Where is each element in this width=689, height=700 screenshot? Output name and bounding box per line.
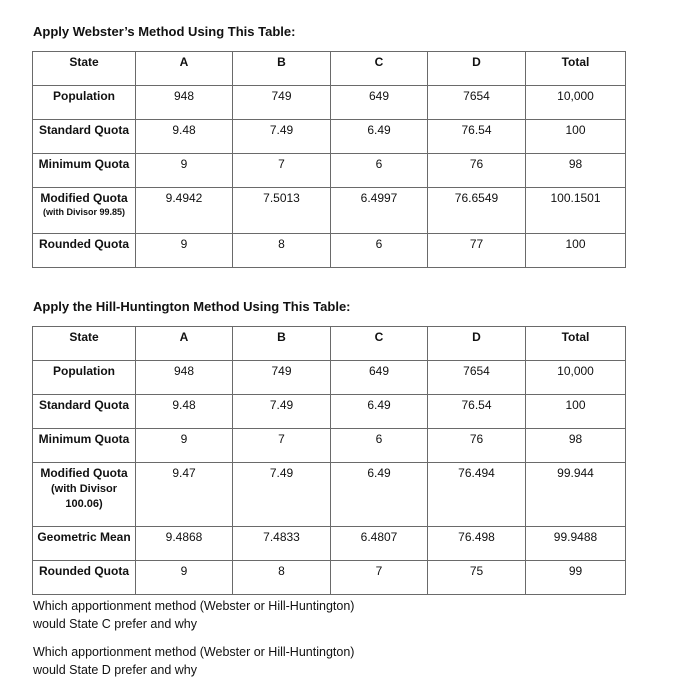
table-row — [33, 188, 626, 234]
row-label-text: Modified Quota — [40, 191, 128, 205]
cell-c: 6 — [331, 154, 428, 188]
header-state: State — [33, 52, 136, 86]
table-row — [33, 395, 626, 429]
cell-c: 649 — [331, 86, 428, 120]
header-a: A — [136, 52, 233, 86]
cell-total: 99.9488 — [526, 527, 626, 561]
table-row — [33, 463, 626, 527]
cell-total: 99.944 — [526, 463, 626, 527]
table-row — [33, 154, 626, 188]
row-label: Standard Quota — [33, 395, 136, 429]
cell-c: 6.49 — [331, 395, 428, 429]
table-row — [33, 527, 626, 561]
webster-header-row — [33, 52, 626, 86]
cell-a: 9 — [136, 154, 233, 188]
cell-a: 9.4868 — [136, 527, 233, 561]
row-label: Rounded Quota — [33, 561, 136, 595]
cell-total: 98 — [526, 154, 626, 188]
header-state: State — [33, 327, 136, 361]
cell-c: 6.49 — [331, 120, 428, 154]
cell-c: 7 — [331, 561, 428, 595]
cell-d: 76.54 — [428, 395, 526, 429]
cell-d: 76.54 — [428, 120, 526, 154]
question-state-c: Which apportionment method (Webster or Hill-Huntington) would State C prefer and why — [33, 599, 355, 631]
cell-total: 100 — [526, 234, 626, 268]
table-row — [33, 234, 626, 268]
cell-total: 100 — [526, 395, 626, 429]
cell-b: 7.49 — [233, 463, 331, 527]
cell-c: 6.4807 — [331, 527, 428, 561]
cell-c: 6 — [331, 429, 428, 463]
cell-total: 99 — [526, 561, 626, 595]
question-state-d: Which apportionment method (Webster or Hill-Huntington) would State D prefer and why — [33, 645, 355, 677]
header-total: Total — [526, 52, 626, 86]
row-label: Minimum Quota — [33, 154, 136, 188]
cell-d: 76.498 — [428, 527, 526, 561]
cell-c: 6.4997 — [331, 188, 428, 234]
cell-total: 100.1501 — [526, 188, 626, 234]
cell-a: 9 — [136, 234, 233, 268]
cell-b: 8 — [233, 561, 331, 595]
cell-total: 10,000 — [526, 86, 626, 120]
header-a: A — [136, 327, 233, 361]
cell-d: 76.494 — [428, 463, 526, 527]
row-label — [33, 188, 136, 234]
row-label-text: Modified Quota — [40, 466, 128, 480]
header-d: D — [428, 52, 526, 86]
cell-total: 100 — [526, 120, 626, 154]
cell-d: 77 — [428, 234, 526, 268]
cell-a: 9.4942 — [136, 188, 233, 234]
cell-b: 749 — [233, 86, 331, 120]
table-row — [33, 361, 626, 395]
hill-header-row — [33, 327, 626, 361]
header-c: C — [331, 327, 428, 361]
table-row — [33, 86, 626, 120]
row-label — [33, 463, 136, 527]
cell-total: 98 — [526, 429, 626, 463]
cell-d: 76.6549 — [428, 188, 526, 234]
header-total: Total — [526, 327, 626, 361]
cell-a: 9 — [136, 429, 233, 463]
header-c: C — [331, 52, 428, 86]
table-row — [33, 120, 626, 154]
cell-b: 7.4833 — [233, 527, 331, 561]
header-b: B — [233, 327, 331, 361]
cell-b: 8 — [233, 234, 331, 268]
table-row — [33, 561, 626, 595]
cell-c: 649 — [331, 361, 428, 395]
cell-c: 6.49 — [331, 463, 428, 527]
header-d: D — [428, 327, 526, 361]
cell-d: 7654 — [428, 361, 526, 395]
cell-b: 749 — [233, 361, 331, 395]
webster-title: Apply Webster’s Method Using This Table: — [33, 24, 296, 39]
cell-d: 76 — [428, 429, 526, 463]
divisor-note: (with Divisor 99.85) — [42, 207, 126, 217]
cell-b: 7.49 — [233, 395, 331, 429]
header-b: B — [233, 52, 331, 86]
cell-a: 948 — [136, 361, 233, 395]
hill-title: Apply the Hill-Huntington Method Using This Table: — [33, 299, 351, 314]
cell-a: 9.47 — [136, 463, 233, 527]
cell-d: 76 — [428, 154, 526, 188]
row-label: Standard Quota — [33, 120, 136, 154]
cell-a: 948 — [136, 86, 233, 120]
row-label: Geometric Mean — [33, 527, 136, 561]
cell-b: 7.5013 — [233, 188, 331, 234]
cell-a: 9 — [136, 561, 233, 595]
hill-table — [32, 326, 626, 595]
cell-a: 9.48 — [136, 120, 233, 154]
cell-a: 9.48 — [136, 395, 233, 429]
row-label: Population — [33, 361, 136, 395]
cell-total: 10,000 — [526, 361, 626, 395]
row-label: Population — [33, 86, 136, 120]
row-label: Minimum Quota — [33, 429, 136, 463]
webster-table — [32, 51, 626, 268]
cell-d: 75 — [428, 561, 526, 595]
cell-b: 7 — [233, 429, 331, 463]
cell-c: 6 — [331, 234, 428, 268]
cell-b: 7 — [233, 154, 331, 188]
table-row — [33, 429, 626, 463]
row-label: Rounded Quota — [33, 234, 136, 268]
divisor-note: (with Divisor 100.06) — [50, 483, 117, 510]
cell-d: 7654 — [428, 86, 526, 120]
cell-b: 7.49 — [233, 120, 331, 154]
